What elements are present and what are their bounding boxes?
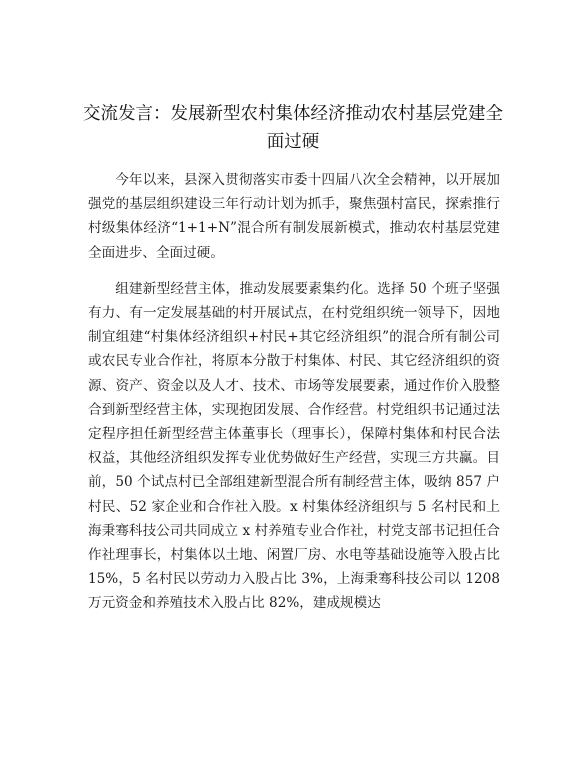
body-paragraph: 组建新型经营主体，推动发展要素集约化。选择 50 个班子坚强有力、有一定发展基础的村开展试点，在村党组织统一领导下，因地制宜组建“村集体经济组织+村民+其它经济组织”的混合所有制公司或农民专业合作社，将原本分散于村集体、村民、其它经济组织的资源、资产、资金以及人才、技术、市场等发展要素，通过作价入股整合到新型经营主体，实现抱团发展、合作经营。村党组织书记通过法定程序担任新型经营主体董事长（理事长），保障村集体和村民合法权益，其他经济组织发挥专业优势做好生产经营，实现三方共赢。目前，50 个试点村已全部组建新型混合所有制经营主体，吸纳 857 户村民、52 家企业和合作社入股。x 村集体经济组织与 5 名村民和上海秉骞科技公司共同成立 x 村养殖专业合作社，村党支部书记担任合作社理事长，村集体以土地、闲置厂房、水电等基础设施等入股占比 15%，5 名村民以劳动力入股占比 3%，上海秉骞科技公司以 1208 万元资金和养殖技术入股占比 82%，建成规模达 bbox=[88, 280, 500, 612]
document-title: 交流发言：发展新型农村集体经济推动农村基层党建全面过硬 bbox=[83, 104, 503, 152]
document-body bbox=[88, 168, 500, 616]
body-paragraph: 今年以来，县深入贯彻落实市委十四届八次全会精神，以开展加强党的基层组织建设三年行动计划为抓手，聚焦强村富民，探索推行村级集体经济“1+1+N”混合所有制发展新模式，推动农村基层党建全面进步、全面过硬。 bbox=[88, 172, 500, 261]
